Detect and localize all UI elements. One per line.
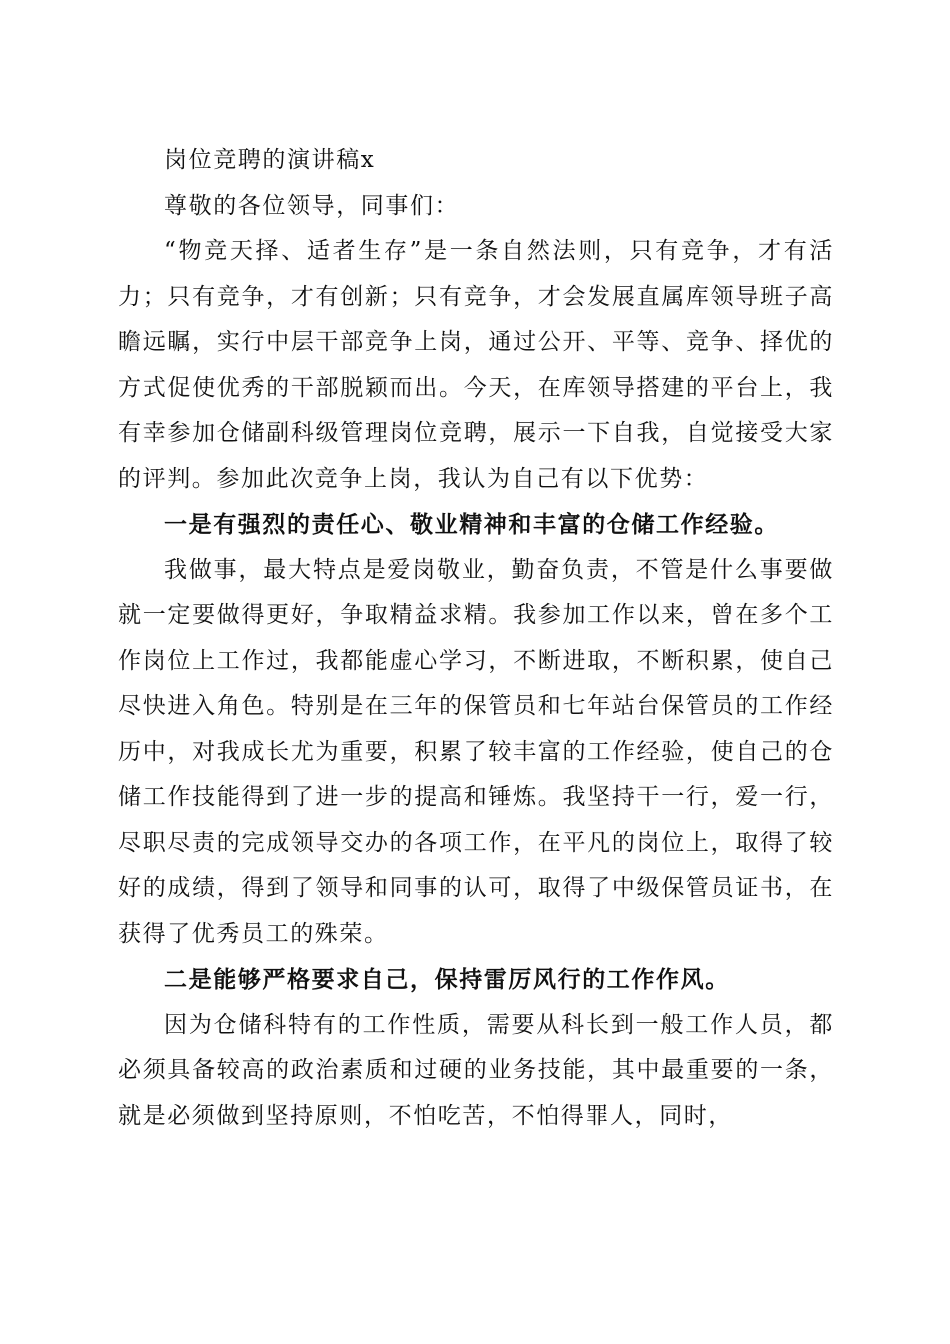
body-paragraph-1: 我做事，最大特点是爱岗敬业，勤奋负责，不管是什么事要做就一定要做得更好，争取精益求精。我参加工作以来，曾在多个工作岗位上工作过，我都能虚心学习，不断进取，不断积累，使自己尽快进入角色。特别是在三年的保管员和七年站台保管员的工作经历中，对我成长尤为重要，积累了较丰富的工作经验，使自己的仓储工作技能得到了进一步的提高和锤炼。我坚持干一行，爱一行，尽职尽责的完成领导交办的各项工作，在平凡的岗位上，取得了较好的成绩，得到了领导和同事的认可，取得了中级保管员证书，在获得了优秀员工的殊荣。 — [118, 556, 834, 947]
greeting-line: 尊敬的各位领导，同事们： — [164, 192, 460, 219]
intro-paragraph: “物竞天择、适者生存”是一条自然法则，只有竞争，才有活力；只有竞争，才有创新；只有竞争，才会发展直属库领导班子高瞻远瞩，实行中层干部竞争上岗，通过公开、平等、竞争、择优的方式促使优秀的干部脱颖而出。今天，在库领导搭建的平台上，我有幸参加仓储副科级管理岗位竞聘，展示一下自我，自觉接受大家的评判。参加此次竞争上岗，我认为自己有以下优势： — [118, 238, 834, 492]
section-heading-2: 二是能够严格要求自己，保持雷厉风行的工作作风。 — [164, 966, 730, 993]
section-heading-1: 一是有强烈的责任心、敬业精神和丰富的仓储工作经验。 — [164, 511, 779, 538]
document-title: 岗位竞聘的演讲稿x — [164, 147, 376, 173]
body-paragraph-2: 因为仓储科特有的工作性质，需要从科长到一般工作人员，都必须具备较高的政治素质和过硬的业务技能，其中最重要的一条，就是必须做到坚持原则，不怕吃苦，不怕得罪人，同时， — [118, 1011, 834, 1129]
document-body — [118, 138, 834, 1139]
